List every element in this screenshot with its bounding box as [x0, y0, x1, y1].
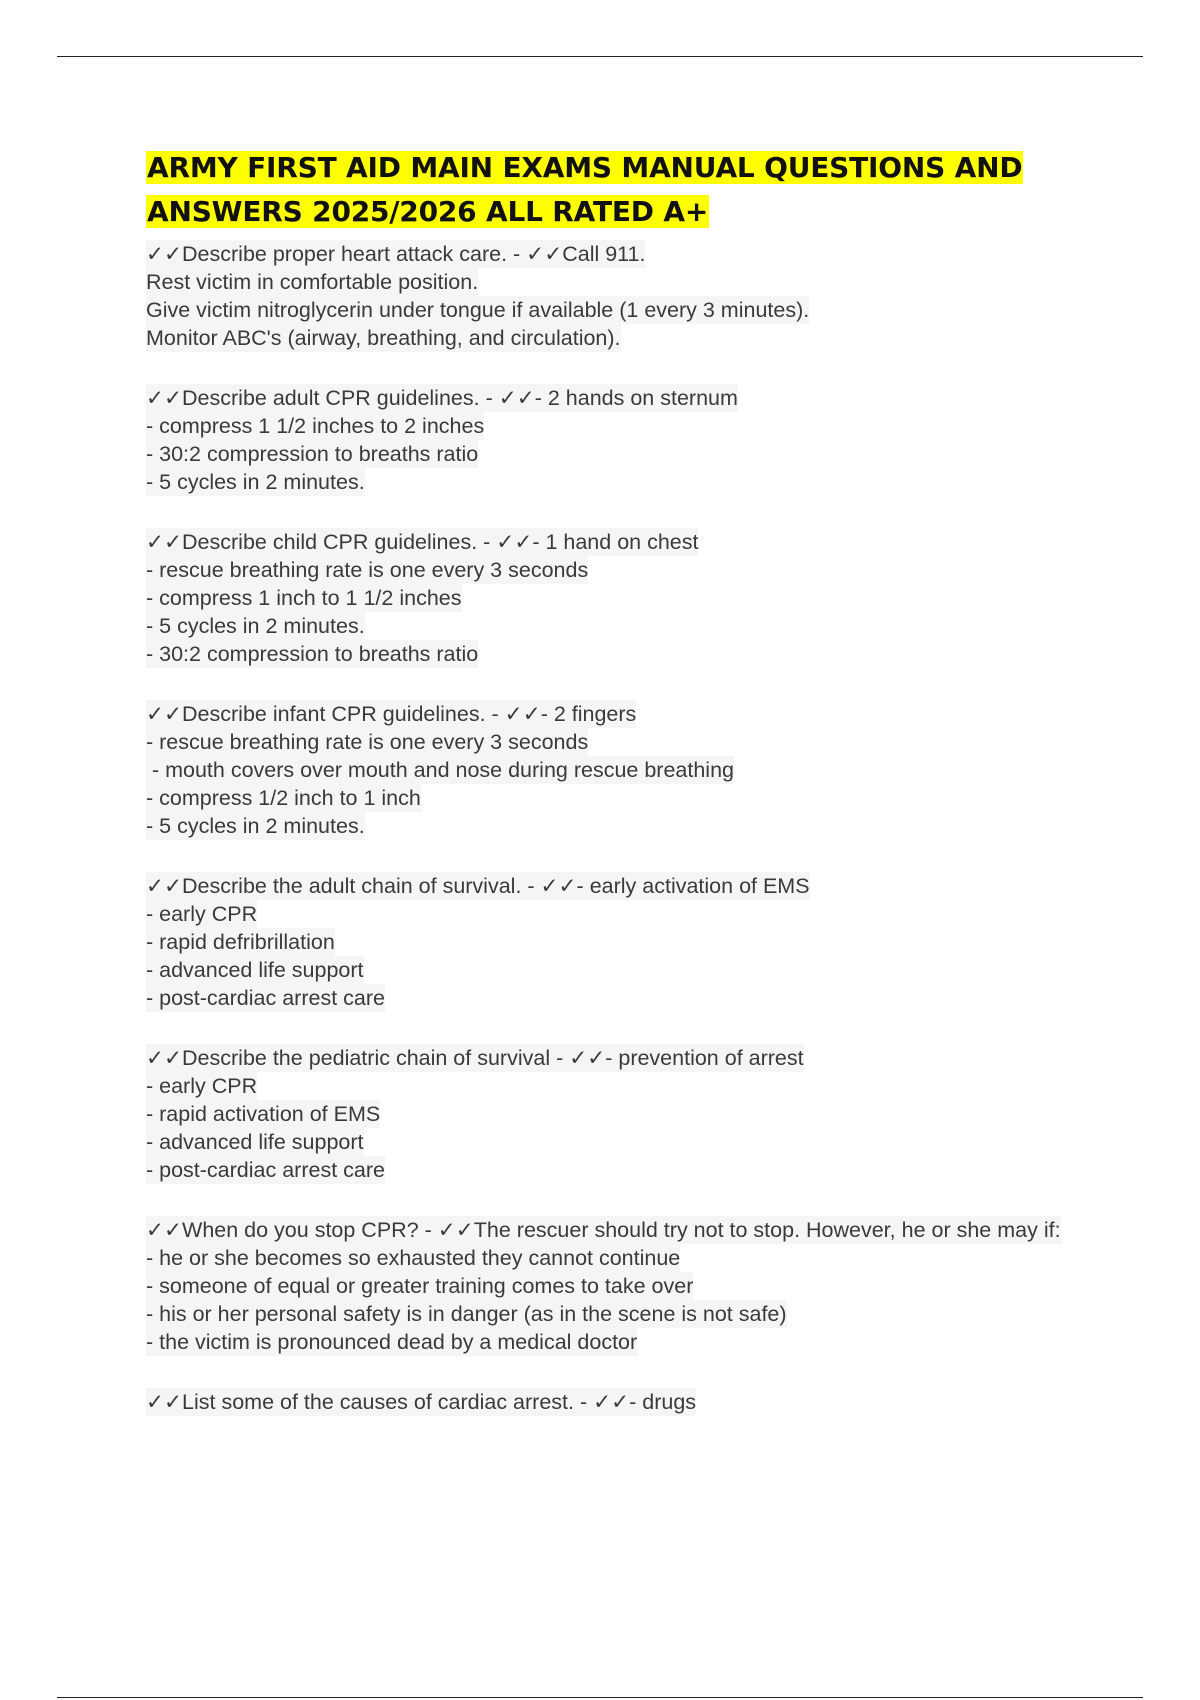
qa-line: - post-cardiac arrest care [146, 986, 385, 1010]
qa-line: - 5 cycles in 2 minutes. [146, 614, 365, 638]
qa-line: - compress 1/2 inch to 1 inch [146, 786, 421, 810]
qa-line: - he or she becomes so exhausted they cannot continue [146, 1246, 681, 1270]
qa-line: - his or her personal safety is in danger (as in the scene is not safe) [146, 1302, 787, 1326]
qa-line: Give victim nitroglycerin under tongue if available (1 every 3 minutes). [146, 298, 810, 322]
qa-line: Monitor ABC's (airway, breathing, and circulation). [146, 326, 621, 350]
qa-line: - rapid activation of EMS [146, 1102, 381, 1126]
qa-line: ✓✓List some of the causes of cardiac arrest. - ✓✓- drugs [146, 1390, 697, 1414]
qa-when-stop-cpr [146, 1216, 1086, 1356]
qa-line: - post-cardiac arrest care [146, 1158, 385, 1182]
qa-line: - 5 cycles in 2 minutes. [146, 470, 365, 494]
qa-heart-attack-care [146, 240, 1086, 352]
footer-rule [57, 1697, 1143, 1698]
document-title-text: ARMY FIRST AID MAIN EXAMS MANUAL QUESTIONS AND ANSWERS 2025/2026 ALL RATED A+ [147, 151, 1023, 228]
qa-line: ✓✓Describe proper heart attack care. - ✓✓Call 911. [146, 242, 646, 266]
qa-line: ✓✓Describe adult CPR guidelines. - ✓✓- 2 hands on sternum [146, 386, 738, 410]
qa-adult-cpr [146, 384, 1086, 496]
qa-line: - rapid defribrillation [146, 930, 335, 954]
qa-line: - advanced life support [146, 1130, 364, 1154]
qa-line: ✓✓Describe infant CPR guidelines. - ✓✓- 2 fingers [146, 702, 637, 726]
qa-line: ✓✓Describe the adult chain of survival. - ✓✓- early activation of EMS [146, 874, 810, 898]
qa-line: - early CPR [146, 1074, 258, 1098]
qa-causes-of-cardiac-arrest [146, 1388, 1086, 1416]
document-title [146, 146, 1086, 234]
qa-line: ✓✓Describe the pediatric chain of survival - ✓✓- prevention of arrest [146, 1046, 804, 1070]
qa-line: - 30:2 compression to breaths ratio [146, 442, 479, 466]
qa-line: - rescue breathing rate is one every 3 seconds [146, 730, 589, 754]
qa-line: - mouth covers over mouth and nose during rescue breathing [146, 758, 734, 782]
qa-line: ✓✓When do you stop CPR? - ✓✓The rescuer should try not to stop. However, he or she may if: [146, 1218, 1061, 1242]
qa-line: - advanced life support [146, 958, 364, 982]
qa-line: Rest victim in comfortable position. [146, 270, 479, 294]
qa-line: - compress 1 inch to 1 1/2 inches [146, 586, 462, 610]
qa-line: - rescue breathing rate is one every 3 seconds [146, 558, 589, 582]
qa-line: - someone of equal or greater training comes to take over [146, 1274, 694, 1298]
qa-line: - 30:2 compression to breaths ratio [146, 642, 479, 666]
qa-infant-cpr [146, 700, 1086, 840]
document-body [146, 146, 1086, 1448]
qa-line: - compress 1 1/2 inches to 2 inches [146, 414, 485, 438]
header-rule [57, 56, 1143, 57]
qa-line: ✓✓Describe child CPR guidelines. - ✓✓- 1 hand on chest [146, 530, 699, 554]
qa-line: - 5 cycles in 2 minutes. [146, 814, 365, 838]
qa-line: - early CPR [146, 902, 258, 926]
qa-line: - the victim is pronounced dead by a medical doctor [146, 1330, 638, 1354]
qa-child-cpr [146, 528, 1086, 668]
qa-adult-chain-of-survival [146, 872, 1086, 1012]
qa-pediatric-chain-of-survival [146, 1044, 1086, 1184]
